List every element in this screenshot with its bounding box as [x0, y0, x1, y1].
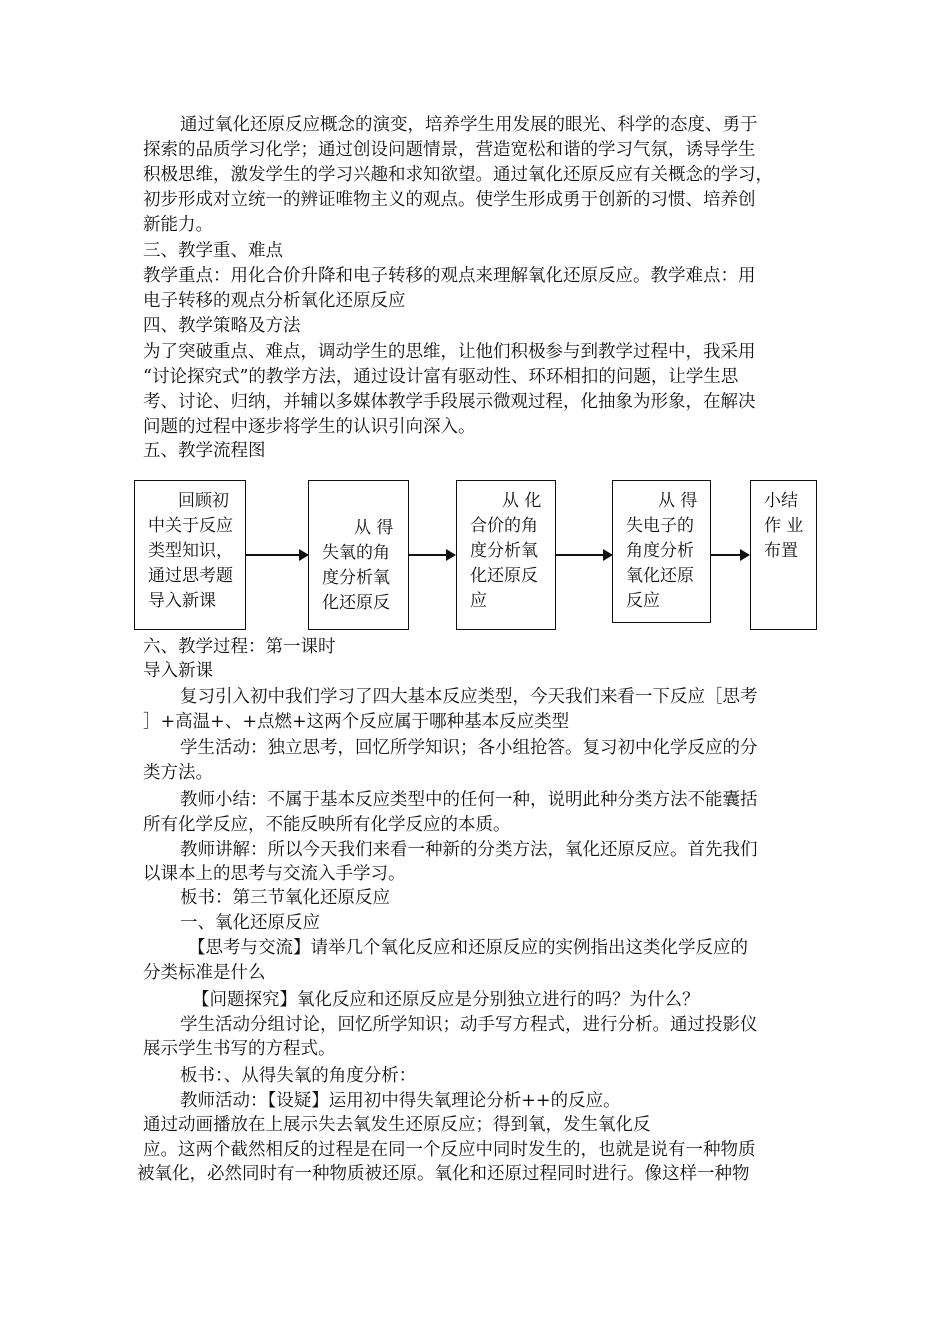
final-line-3: 被氧化，必然同时有一种物质被还原。氧化和还原过程同时进行。像这样一种物	[137, 1164, 750, 1184]
final-line-2: 应。这两个截然相反的过程是在同一个反应中同时发生的，也就是说有一种物质	[143, 1140, 756, 1160]
goal-line-3: 积极思维，激发学生的学习兴趣和求知欲望。通过氧化还原反应有关概念的学习，	[143, 165, 773, 185]
think-line-2: 分类标准是什么	[143, 963, 266, 983]
flow-box-4-line-4: 氧化还原	[626, 566, 694, 586]
teacher-summary-line-2: 所有化学反应，不能反映所有化学反应的本质。	[143, 815, 511, 835]
flow-box-4-line-1: 从 得	[658, 491, 698, 511]
flow-box-1-line-5: 导入新课	[148, 591, 216, 611]
goal-line-4: 初步形成对立统一的辨证唯物主义的观点。使学生形成勇于创新的习惯、培养创	[143, 190, 756, 210]
section-one-heading: 一、氧化还原反应	[180, 913, 320, 933]
flow-box-2-line-3: 度分析氧	[322, 568, 390, 588]
think-line-1: 【思考与交流】请举几个氧化反应和还原反应的实例指出这类化学反应的	[188, 938, 748, 958]
flow-box-1-line-1: 回顾初	[178, 491, 229, 511]
teacher-summary-line-1: 教师小结：不属于基本反应类型中的任何一种，说明此种分类方法不能囊括	[180, 790, 758, 810]
heading-process: 六、教学过程：第一课时	[143, 637, 336, 657]
strategy-line-1: 为了突破重点、难点，调动学生的思维，让他们积极参与到教学过程中，我采用	[143, 342, 756, 362]
student-activity-1-line-1: 学生活动：独立思考，回忆所学知识；各小组抢答。复习初中化学反应的分	[180, 738, 758, 758]
keypoints-line-1: 教学重点：用化合价升降和电子转移的观点来理解氧化还原反应。教学难点：用	[143, 266, 756, 286]
review-line-1: 复习引入初中我们学习了四大基本反应类型，今天我们来看一下反应［思考	[180, 687, 758, 707]
flow-box-summary	[750, 480, 817, 630]
review-line-2: ］+高温+、+点燃+这两个反应属于哪种基本反应类型	[143, 712, 570, 732]
strategy-line-3: 考、讨论、归纳，并辅以多媒体教学手段展示微观过程，化抽象为形象，在解决	[143, 392, 756, 412]
flow-box-3-line-5: 应	[470, 591, 487, 611]
goal-line-1: 通过氧化还原反应概念的演变，培养学生用发展的眼光、科学的态度、勇于	[180, 115, 758, 135]
flow-box-4-line-3: 角度分析	[626, 541, 694, 561]
flow-box-2-line-1: 从 得	[354, 518, 394, 538]
teacher-explain-line-2: 以课本上的思考与交流入手学习。	[143, 864, 406, 884]
flow-box-2-line-4: 化还原反	[322, 593, 390, 613]
flow-box-1-line-2: 中关于反应	[148, 516, 233, 536]
strategy-line-2: “讨论探究式”的教学方法，通过设计富有驱动性、环环相扣的问题，让学生思	[143, 367, 739, 387]
strategy-line-4: 问题的过程中逐步将学生的认识引向深入。	[143, 417, 476, 437]
teacher-explain-line-1: 教师讲解：所以今天我们来看一种新的分类方法，氧化还原反应。首先我们	[180, 840, 758, 860]
flow-arrow-4	[711, 554, 741, 556]
flow-arrow-3	[556, 554, 604, 556]
flow-box-3-line-3: 度分析氧	[470, 541, 538, 561]
flow-box-3-line-1: 从 化	[502, 491, 542, 511]
heading-key-points: 三、教学重、难点	[143, 241, 283, 261]
explore-question: 【问题探究】氧化反应和还原反应是分别独立进行的吗？为什么？	[192, 990, 700, 1010]
flow-box-1-line-3: 类型知识，	[148, 541, 233, 561]
keypoints-line-2: 电子转移的观点分析氧化还原反应	[143, 291, 406, 311]
board-oxygen: 板书：、从得失氧的角度分析：	[180, 1066, 417, 1086]
heading-flowchart: 五、教学流程图	[143, 441, 266, 461]
flow-box-3-line-4: 化还原反	[470, 566, 538, 586]
flow-box-4-line-5: 反应	[626, 591, 660, 611]
flow-box-2-line-2: 失氧的角	[322, 543, 390, 563]
student-activity-2-line-1: 学生活动分组讨论，回忆所学知识；动手写方程式，进行分析。通过投影仪	[180, 1015, 758, 1035]
flow-box-5-line-3: 布置	[764, 541, 798, 561]
board-title: 板书：第三节氧化还原反应	[180, 888, 390, 908]
flow-box-4-line-2: 失电子的	[626, 516, 694, 536]
flow-box-1-line-4: 通过思考题	[148, 566, 233, 586]
intro-label: 导入新课	[143, 661, 213, 681]
goal-line-2: 探索的品质学习化学；通过创设问题情景，营造宽松和谐的学习气氛，诱导学生	[143, 140, 756, 160]
student-activity-1-line-2: 类方法。	[143, 763, 213, 783]
goal-line-5: 新能力。	[143, 215, 213, 235]
flow-box-electron	[612, 480, 711, 623]
flow-box-valence	[456, 480, 556, 630]
flow-box-5-line-1: 小结	[764, 491, 798, 511]
flow-arrow-1	[246, 554, 300, 556]
flow-box-5-line-2: 作 业	[764, 516, 804, 536]
flow-box-oxygen	[308, 480, 409, 630]
student-activity-2-line-2: 展示学生书写的方程式。	[143, 1039, 336, 1059]
teacher-activity: 教师活动：【设疑】运用初中得失氧理论分析++的反应。	[180, 1091, 621, 1111]
final-line-1: 通过动画播放在上展示失去氧发生还原反应；得到氧，发生氧化反	[143, 1115, 651, 1135]
flow-box-3-line-2: 合价的角	[470, 516, 538, 536]
heading-strategy: 四、教学策略及方法	[143, 316, 301, 336]
flow-box-review	[134, 480, 246, 630]
flow-arrow-2	[409, 554, 447, 556]
